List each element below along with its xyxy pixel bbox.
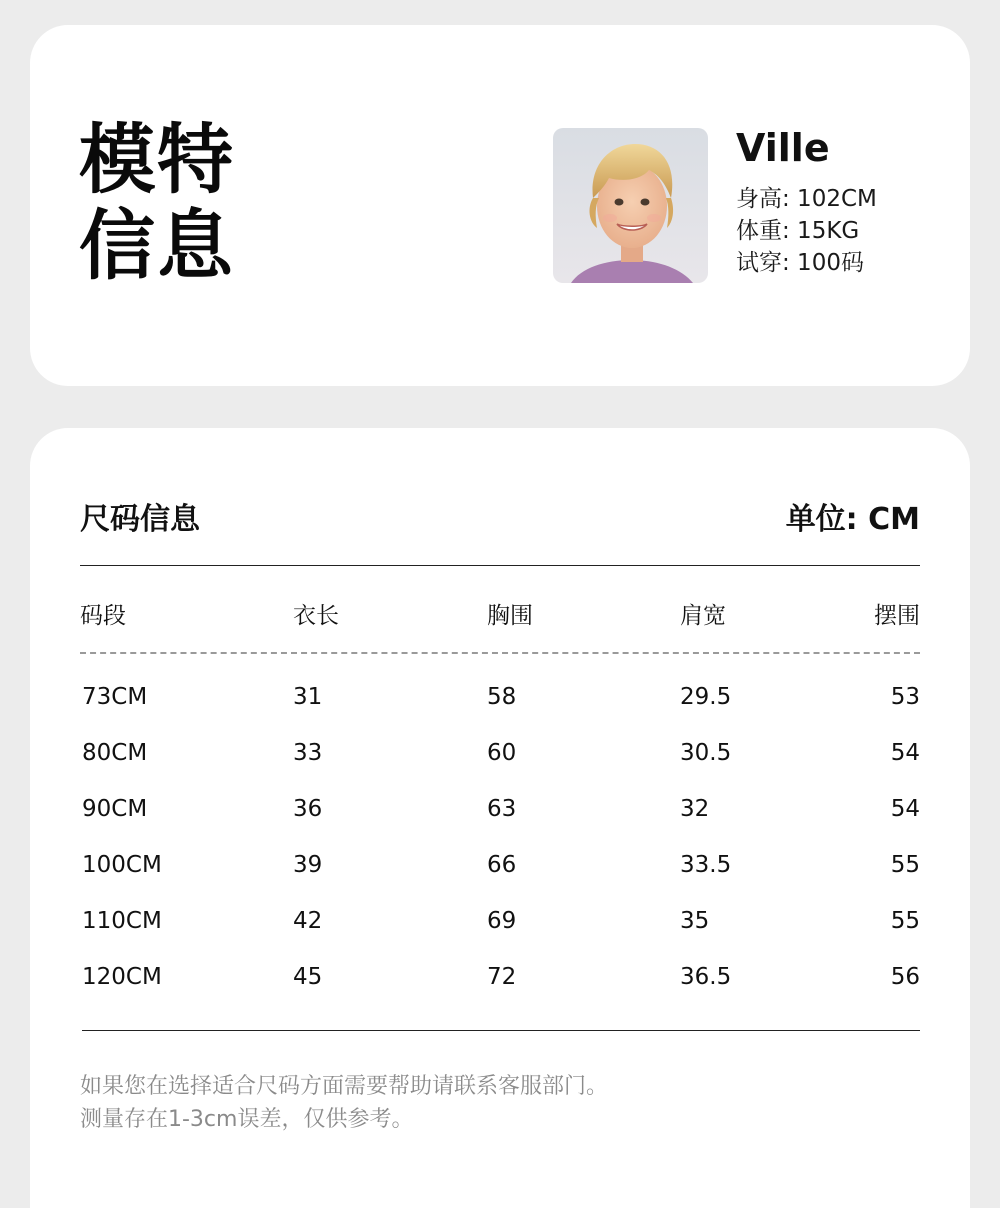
table-row [80, 901, 920, 941]
cell-length: 42 [293, 908, 323, 934]
column-header-size-range: 码段 [80, 603, 126, 629]
table-row [80, 845, 920, 885]
model-info-heading [79, 117, 299, 289]
cell-size-range: 73CM [82, 684, 148, 710]
cell-chest: 58 [487, 684, 517, 710]
model-info-card [30, 25, 970, 386]
model-height: 身高: 102CM [736, 186, 877, 212]
cell-shoulder: 33.5 [680, 852, 732, 878]
model-fit-size: 试穿: 100码 [736, 250, 864, 276]
model-details [736, 125, 877, 279]
column-header-length: 衣长 [293, 603, 339, 629]
model-weight: 体重: 15KG [736, 218, 860, 244]
cell-chest: 72 [487, 964, 517, 990]
cell-chest: 60 [487, 740, 517, 766]
model-info-heading-line2: 信息 [79, 201, 235, 290]
table-row [80, 789, 920, 829]
cell-hem: 56 [890, 964, 920, 990]
model-photo [553, 128, 708, 283]
cell-length: 39 [293, 852, 323, 878]
size-note-tolerance: 测量存在1-3cm误差，仅供参考。 [80, 1107, 414, 1132]
cell-chest: 69 [487, 908, 517, 934]
column-header-chest: 胸围 [487, 603, 533, 629]
cell-shoulder: 36.5 [680, 964, 732, 990]
table-top-divider [80, 565, 920, 566]
column-header-hem: 摆围 [874, 603, 920, 629]
cell-length: 31 [293, 684, 323, 710]
size-table-header [80, 596, 920, 636]
cell-shoulder: 35 [680, 908, 710, 934]
table-row [80, 957, 920, 997]
unit-label: 单位: CM [785, 502, 920, 537]
cell-hem: 53 [890, 684, 920, 710]
table-row [80, 733, 920, 773]
model-photo-image [553, 128, 708, 283]
cell-hem: 55 [890, 852, 920, 878]
cell-length: 33 [293, 740, 323, 766]
size-info-card [30, 428, 970, 1208]
cell-chest: 66 [487, 852, 517, 878]
cell-length: 36 [293, 796, 323, 822]
cell-chest: 63 [487, 796, 517, 822]
table-row [80, 677, 920, 717]
cell-hem: 54 [890, 740, 920, 766]
cell-length: 45 [293, 964, 323, 990]
cell-size-range: 90CM [82, 796, 148, 822]
cell-shoulder: 32 [680, 796, 710, 822]
cell-hem: 55 [890, 908, 920, 934]
cell-size-range: 110CM [82, 908, 162, 934]
model-name: Ville [736, 126, 830, 170]
cell-hem: 54 [890, 796, 920, 822]
cell-shoulder: 29.5 [680, 684, 732, 710]
size-info-title: 尺码信息 [80, 502, 200, 537]
model-info-heading-line1: 模特 [79, 115, 235, 204]
cell-size-range: 80CM [82, 740, 148, 766]
table-bottom-divider [82, 1030, 920, 1031]
cell-size-range: 100CM [82, 852, 162, 878]
cell-size-range: 120CM [82, 964, 162, 990]
header-dashed-divider [80, 652, 920, 654]
size-note-help: 如果您在选择适合尺码方面需要帮助请联系客服部门。 [80, 1074, 609, 1099]
column-header-shoulder: 肩宽 [680, 603, 726, 629]
size-note [80, 1070, 608, 1136]
cell-shoulder: 30.5 [680, 740, 732, 766]
